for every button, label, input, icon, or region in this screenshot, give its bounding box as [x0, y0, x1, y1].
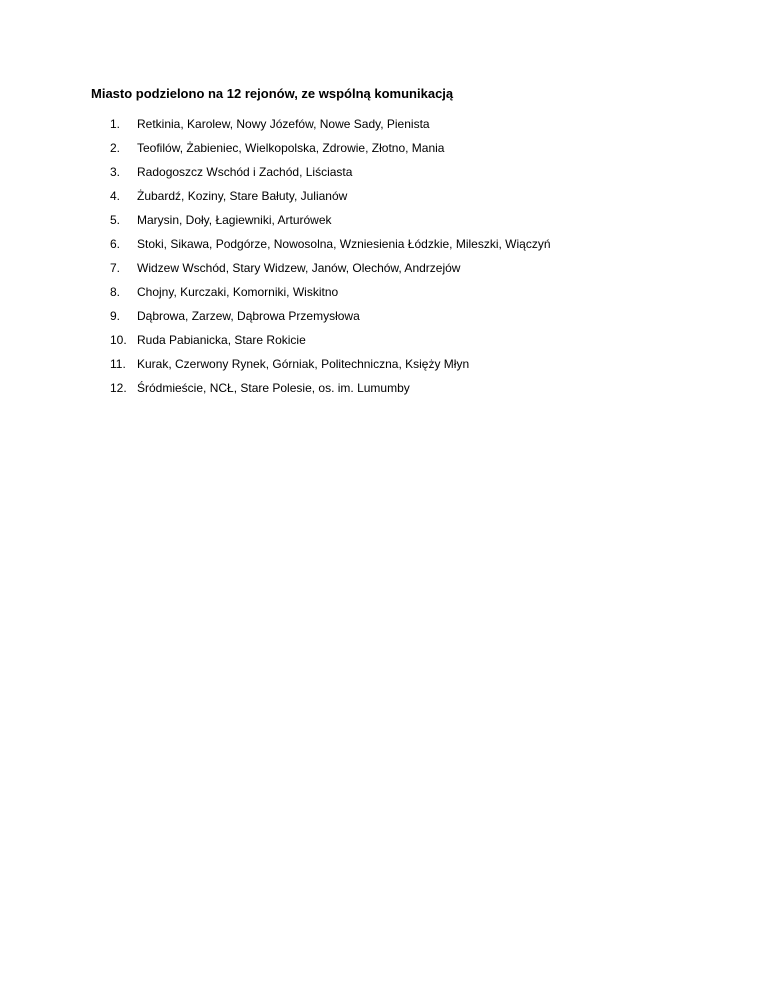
- list-item-number: 5.: [110, 213, 121, 227]
- list-item-number: 11.: [110, 357, 126, 371]
- list-item-text: Retkinia, Karolew, Nowy Józefów, Nowe Sady, Pienista: [137, 117, 430, 131]
- list-item-text: Widzew Wschód, Stary Widzew, Janów, Olechów, Andrzejów: [137, 261, 461, 275]
- list-item-text: Żubardź, Koziny, Stare Bałuty, Julianów: [137, 189, 348, 203]
- list-item-text: Kurak, Czerwony Rynek, Górniak, Politechniczna, Księży Młyn: [137, 357, 470, 371]
- list-item-number: 2.: [110, 141, 121, 155]
- list-item-text: Stoki, Sikawa, Podgórze, Nowosolna, Wzniesienia Łódzkie, Mileszki, Wiączyń: [137, 237, 551, 251]
- list-item-number: 8.: [110, 285, 121, 299]
- list-item-text: Marysin, Doły, Łagiewniki, Arturówek: [137, 213, 332, 227]
- list-item-number: 7.: [110, 261, 121, 275]
- list-item-text: Dąbrowa, Zarzew, Dąbrowa Przemysłowa: [137, 309, 360, 323]
- list-item-number: 12.: [110, 381, 127, 395]
- list-item-text: Ruda Pabianicka, Stare Rokicie: [137, 333, 306, 347]
- list-item-number: 3.: [110, 165, 121, 179]
- list-item-text: Radogoszcz Wschód i Zachód, Liściasta: [137, 165, 353, 179]
- document-heading: Miasto podzielono na 12 rejonów, ze wspólną komunikacją: [91, 86, 454, 101]
- list-item-text: Teofilów, Żabieniec, Wielkopolska, Zdrowie, Złotno, Mania: [137, 141, 445, 155]
- list-item-text: Śródmieście, NCŁ, Stare Polesie, os. im. Lumumby: [137, 381, 410, 395]
- list-item-number: 1.: [110, 117, 121, 131]
- list-item-number: 9.: [110, 309, 121, 323]
- list-item-number: 6.: [110, 237, 121, 251]
- list-item-text: Chojny, Kurczaki, Komorniki, Wiskitno: [137, 285, 339, 299]
- list-item-number: 4.: [110, 189, 121, 203]
- list-item-number: 10.: [110, 333, 127, 347]
